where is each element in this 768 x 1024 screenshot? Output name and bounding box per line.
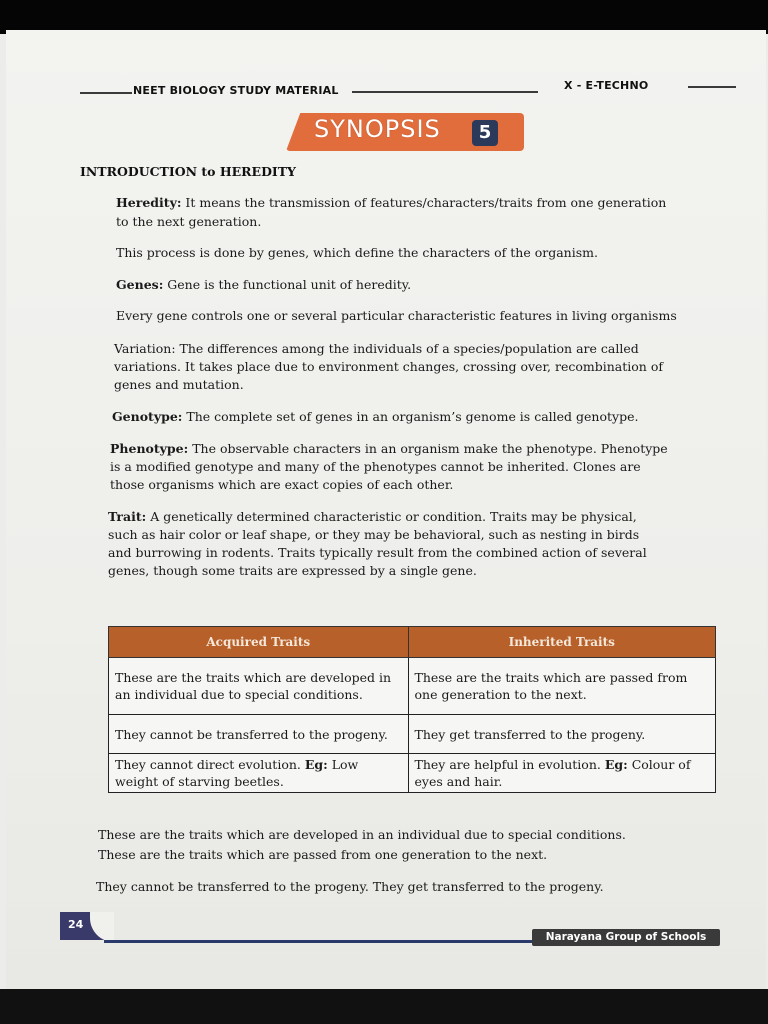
bottom-background xyxy=(0,989,768,1024)
trait-line-1 xyxy=(108,508,637,525)
bottom-line-3: They cannot be transferred to the progeny. They get transferred to the progeny. xyxy=(96,879,604,894)
phenotype-line-3: those organisms which are exact copies of each other. xyxy=(110,477,454,492)
inherited-eg: Eg: xyxy=(604,757,628,772)
phenotype-text: The observable characters in an organism make the phenotype. Phenotype xyxy=(188,441,668,456)
header-rule-middle xyxy=(352,91,538,93)
acquired-text: They cannot direct evolution. xyxy=(115,757,305,772)
inherited-cell xyxy=(408,754,716,793)
genotype-line xyxy=(112,408,638,425)
footer-rule xyxy=(104,940,532,943)
header-title: NEET BIOLOGY STUDY MATERIAL xyxy=(133,84,339,97)
acquired-cell xyxy=(109,754,409,793)
table-row xyxy=(109,754,716,793)
acquired-cell: They cannot be transferred to the progeny. xyxy=(109,715,409,754)
trait-line-3: and burrowing in rodents. Traits typically result from the combined action of several xyxy=(108,545,647,560)
heredity-text: It means the transmission of features/characters/traits from one generation xyxy=(181,195,667,210)
heredity-line-2: to the next generation. xyxy=(116,214,262,229)
trait-text: A genetically determined characteristic or condition. Traits may be physical, xyxy=(146,509,637,524)
genotype-text: The complete set of genes in an organism’s genome is called genotype. xyxy=(182,409,639,424)
every-gene-text: Every gene controls one or several particular characteristic features in living organisms xyxy=(116,308,677,323)
phenotype-line-1 xyxy=(110,440,668,457)
traits-table xyxy=(108,626,716,793)
header-rule-right xyxy=(688,86,736,88)
variation-line-1: Variation: The differences among the individuals of a species/population are called xyxy=(114,341,639,356)
header-class: X - E-TECHNO xyxy=(564,79,649,92)
inherited-text: They are helpful in evolution. xyxy=(414,757,605,772)
genotype-term: Genotype: xyxy=(112,409,183,424)
acquired-cell: These are the traits which are developed in an individual due to special conditions. xyxy=(109,658,409,715)
section-title: INTRODUCTION to HEREDITY xyxy=(80,164,296,179)
heredity-term: Heredity: xyxy=(116,195,182,210)
synopsis-number: 5 xyxy=(472,120,498,146)
inherited-cell: They get transferred to the progeny. xyxy=(408,715,716,754)
genes-line xyxy=(116,276,411,293)
heredity-line-1 xyxy=(116,194,666,211)
genes-term: Genes: xyxy=(116,277,164,292)
inherited-cell: These are the traits which are passed from one generation to the next. xyxy=(408,658,716,715)
header-inherited-traits: Inherited Traits xyxy=(408,627,716,658)
synopsis-banner xyxy=(286,113,524,151)
trait-line-2: such as hair color or leaf shape, or they may be behavioral, such as nesting in birds xyxy=(108,527,640,542)
header-acquired-traits: Acquired Traits xyxy=(109,627,409,658)
acquired-eg: Eg: xyxy=(304,757,328,772)
table-row xyxy=(109,715,716,754)
bottom-line-2: These are the traits which are passed from one generation to the next. xyxy=(98,847,548,862)
page-number: 24 xyxy=(68,918,84,931)
trait-line-4: genes, though some traits are expressed by a single gene. xyxy=(108,563,477,578)
process-text: This process is done by genes, which define the characters of the organism. xyxy=(116,245,598,260)
variation-line-2: variations. It takes place due to environment changes, crossing over, recombination of xyxy=(114,359,663,374)
synopsis-label: SYNOPSIS xyxy=(314,115,441,143)
genes-text: Gene is the functional unit of heredity. xyxy=(163,277,412,292)
phenotype-term: Phenotype: xyxy=(110,441,189,456)
trait-term: Trait: xyxy=(108,509,147,524)
table-header-row xyxy=(109,627,716,658)
bottom-line-1: These are the traits which are developed in an individual due to special conditions. xyxy=(98,827,626,842)
phenotype-line-2: is a modified genotype and many of the phenotypes cannot be inherited. Clones are xyxy=(110,459,641,474)
acquired-example: Low weight of starving beetles. xyxy=(115,757,359,789)
variation-line-3: genes and mutation. xyxy=(114,377,244,392)
top-background xyxy=(0,0,768,34)
header-rule-left xyxy=(80,92,132,94)
table-row xyxy=(109,658,716,715)
publisher-logo: Narayana Group of Schools xyxy=(532,929,720,946)
inherited-example: Colour of eyes and hair. xyxy=(414,757,691,789)
